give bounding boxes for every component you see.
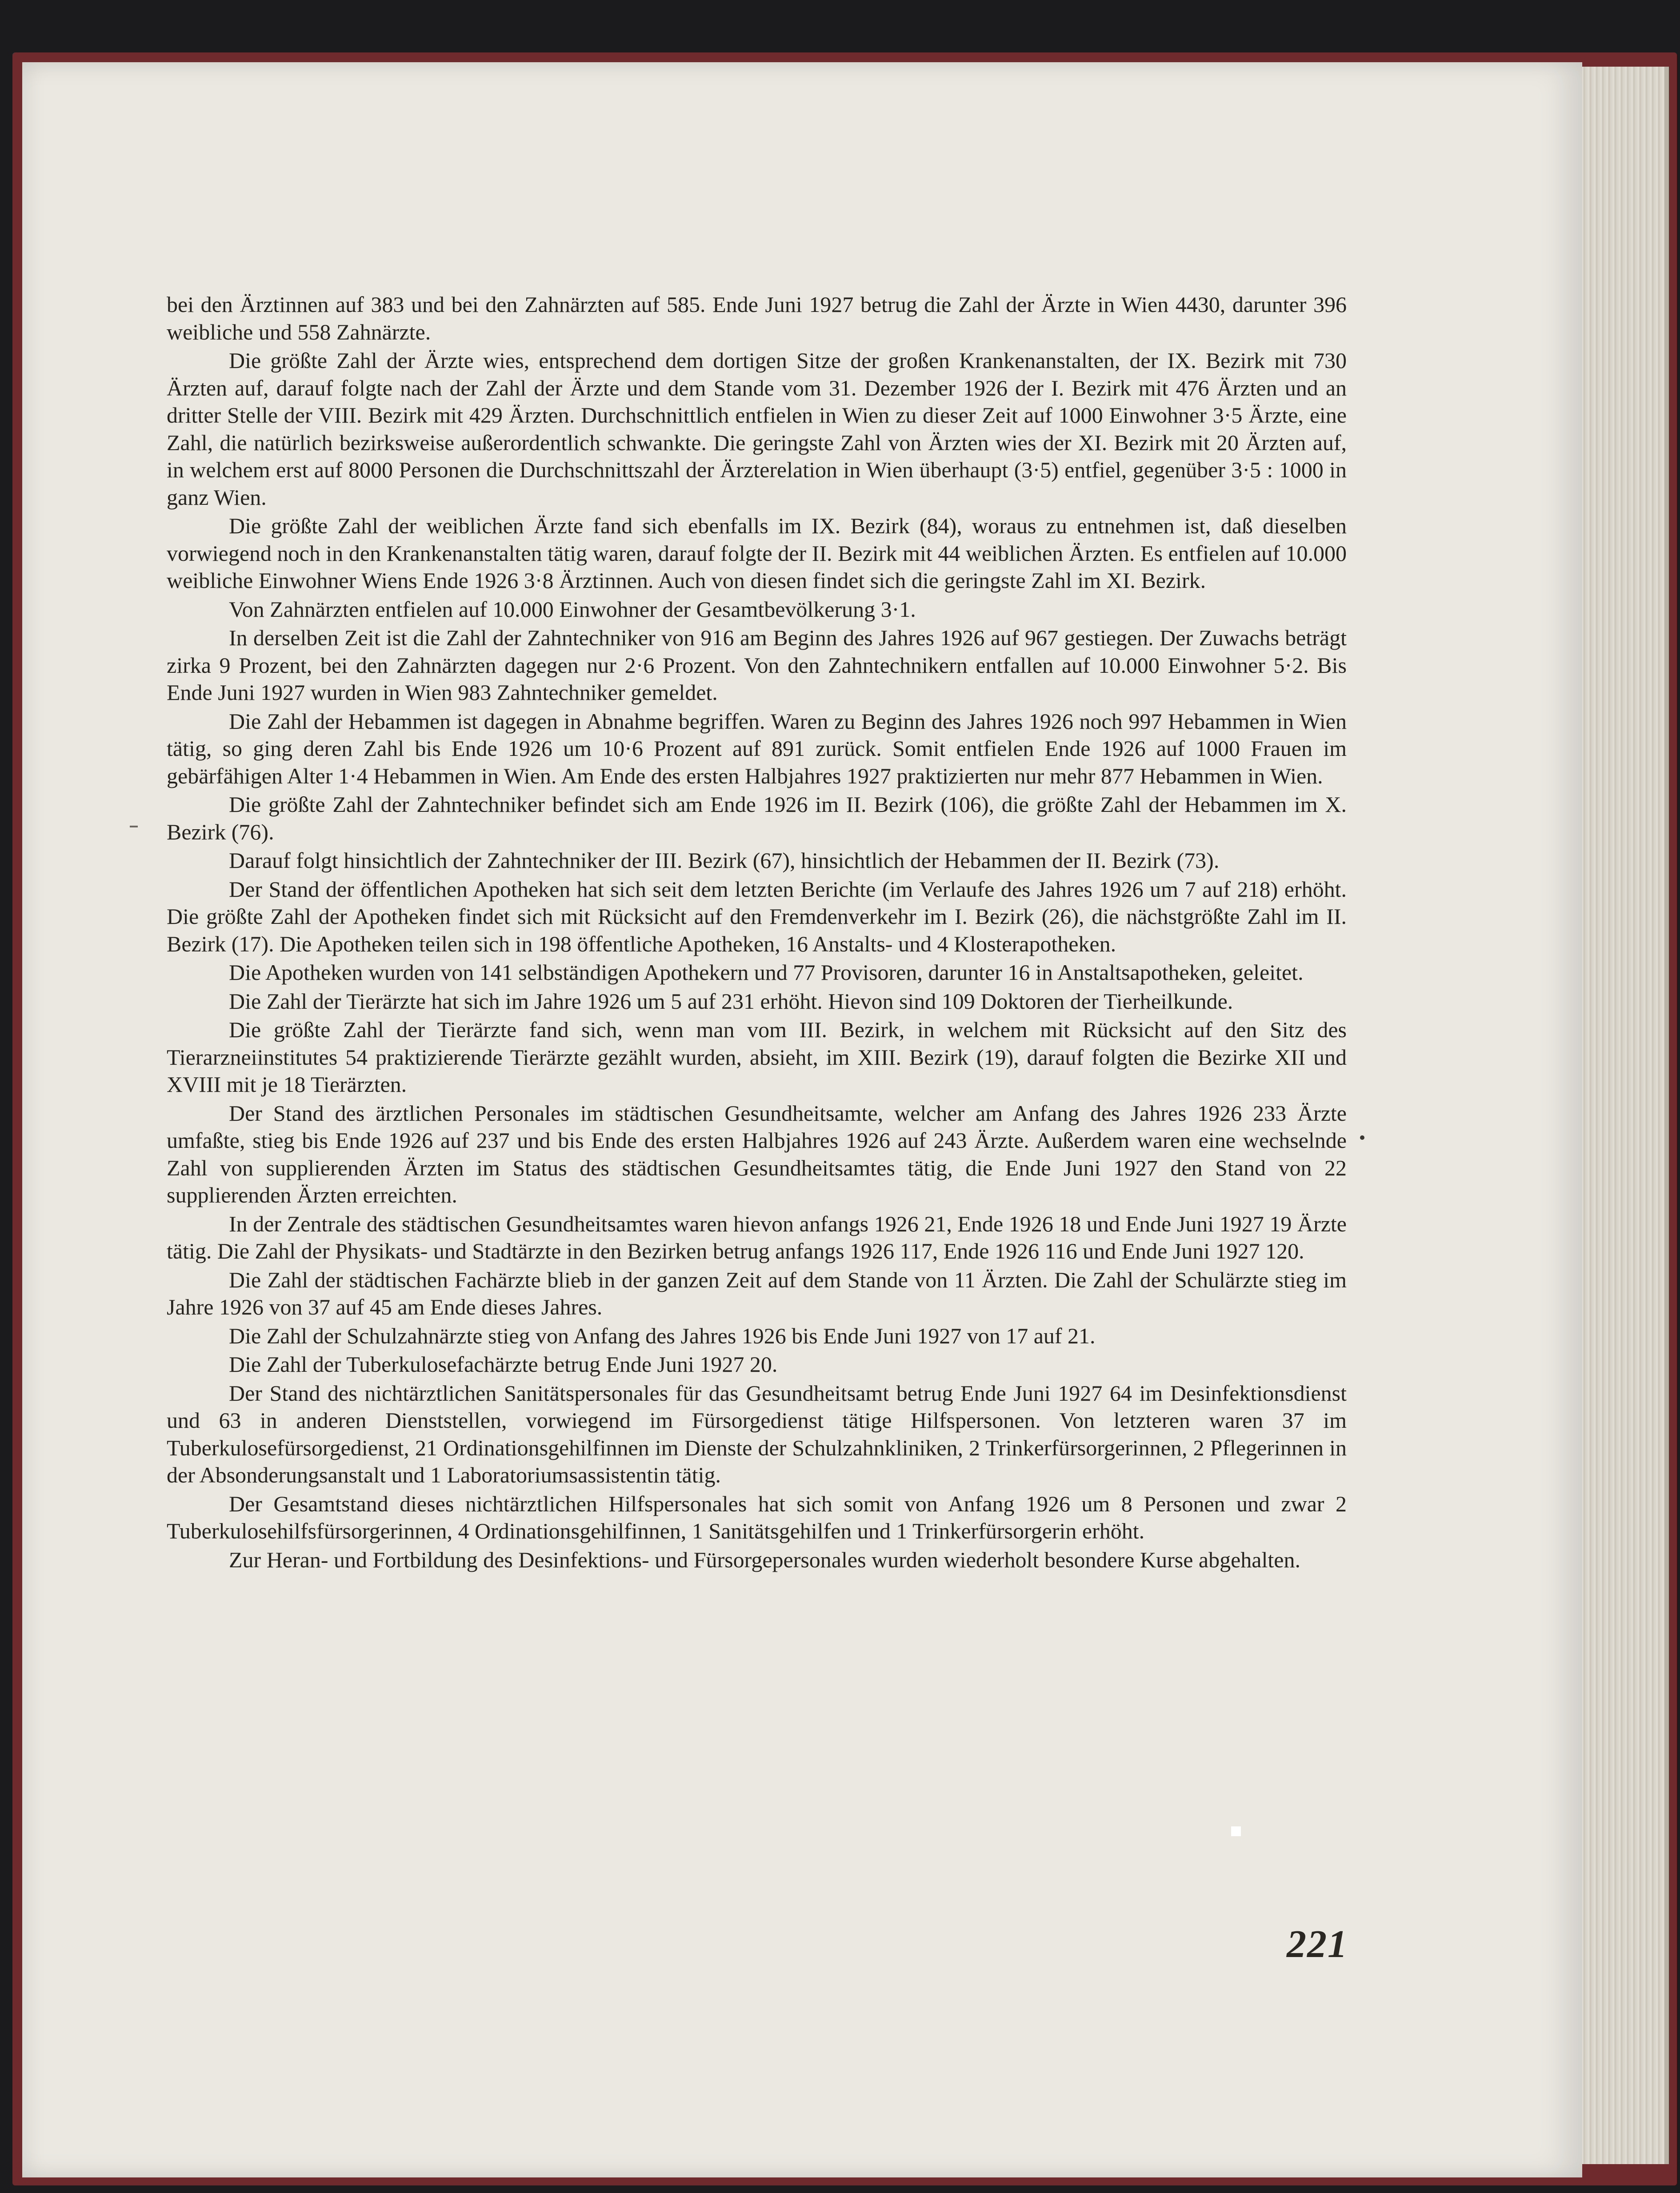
paragraph-13: Der Stand des ärztlichen Personales im städtischen Gesundheitsamte, welcher am Anfang des Jahres 1926 233 Ärzte umfaßte, stieg bis Ende 1926 auf 237 und bis Ende des ersten Halbjahres 1926 auf 243 Ärzte. Außerdem waren eine wechselnde Zahl von supplierenden Ärzten im Status des städtischen Gesundheitsamtes tätig, die Ende Juni 1927 den Stand von 22 supplierenden Ärzten erreichten. xyxy=(167,1100,1347,1207)
paragraph-7: Die größte Zahl der Zahntechniker befindet sich am Ende 1926 im II. Bezirk (106), die größte Zahl der Hebammen im X. Bezirk (76). xyxy=(167,792,1347,844)
paragraph-14: In der Zentrale des städtischen Gesundheitsamtes waren hievon anfangs 1926 21, Ende 1926 18 und Ende Juni 1927 19 Ärzte tätig. Die Zahl der Physikats- und Stadtärzte in den Bezirken betrug anfangs 1926 117, Ende 1926 116 und Ende Juni 1927 120. xyxy=(167,1211,1347,1263)
page-number: 221 xyxy=(1287,1923,1348,1966)
paragraph-9: Der Stand der öffentlichen Apotheken hat sich seit dem letzten Berichte (im Verlaufe des Jahres 1926 um 7 auf 218) erhöht. Die größte Zahl der Apotheken findet sich mit Rücksicht auf den Fremdenverkehr im I. Bezirk (26), die nächstgrößte Zahl im II. Bezirk (17). Die Apotheken teilen sich in 198 öffentliche Apotheken, 16 Anstalts- und 4 Klosterapotheken. xyxy=(167,876,1347,956)
paragraph-18: Der Stand des nichtärztlichen Sanitätspersonales für das Gesundheitsamt betrug Ende Juni 1927 64 im Desinfektionsdienst und 63 in anderen Dienststellen, vorwiegend im Fürsorgedienst tätige Hilfspersonen. Von letzteren waren 37 im Tuberkulosefürsorgedienst, 21 Ordinationsgehilfinnen im Dienste der Schulzahnkliniken, 2 Trinkerfürsorgerinnen, 2 Pflegerinnen in der Absonderungsanstalt und 1 Laboratoriumsassistentin tätig. xyxy=(167,1380,1347,1487)
paragraph-17: Die Zahl der Tuberkulosefachärzte betrug Ende Juni 1927 20. xyxy=(229,1352,778,1377)
paragraph-20: Zur Heran- und Fortbildung des Desinfektions- und Fürsorgepersonales wurden wiederholt besondere Kurse abgehalten. xyxy=(229,1547,1300,1572)
paragraph-11: Die Zahl der Tierärzte hat sich im Jahre 1926 um 5 auf 231 erhöht. Hievon sind 109 Doktoren der Tierheilkunde. xyxy=(229,988,1233,1014)
page-edges xyxy=(1580,67,1669,2164)
paragraph-4: Von Zahnärzten entfielen auf 10.000 Einwohner der Gesamtbevölkerung 3·1. xyxy=(229,596,916,622)
paragraph-19: Der Gesamtstand dieses nichtärztlichen Hilfspersonales hat sich somit von Anfang 1926 um 8 Personen und zwar 2 Tuberkulosehilfsfürsorgerinnen, 4 Ordinationsgehilfinnen, 1 Sanitätsgehilfen und 1 Trinkerfürsorgerin erhöht. xyxy=(167,1491,1347,1543)
body-text xyxy=(167,291,1347,1575)
paragraph-15: Die Zahl der städtischen Fachärzte blieb in der ganzen Zeit auf dem Stande von 11 Ärzten. Die Zahl der Schulärzte stieg im Jahre 1926 von 37 auf 45 am Ende dieses Jahres. xyxy=(167,1267,1347,1319)
book-page xyxy=(22,62,1582,2177)
paragraph-3: Die größte Zahl der weiblichen Ärzte fand sich ebenfalls im IX. Bezirk (84), woraus zu entnehmen ist, daß dieselben vorwiegend noch in den Krankenanstalten tätig waren, darauf folgte der II. Bezirk mit 44 weiblichen Ärzten. Es entfielen auf 10.000 weibliche Einwohner Wiens Ende 1926 3·8 Ärztinnen. Auch von diesen findet sich die geringste Zahl im XI. Bezirk. xyxy=(167,513,1347,593)
paragraph-16: Die Zahl der Schulzahnärzte stieg von Anfang des Jahres 1926 bis Ende Juni 1927 von 17 auf 21. xyxy=(229,1323,1096,1348)
paragraph-10: Die Apotheken wurden von 141 selbständigen Apothekern und 77 Provisoren, darunter 16 in Anstaltsapotheken, geleitet. xyxy=(229,960,1304,985)
paragraph-5: In derselben Zeit ist die Zahl der Zahntechniker von 916 am Beginn des Jahres 1926 auf 967 gestiegen. Der Zuwachs beträgt zirka 9 Prozent, bei den Zahnärzten dagegen nur 2·6 Prozent. Von den Zahntechnikern entfallen auf 10.000 Einwohner 5·2. Bis Ende Juni 1927 wurden in Wien 983 Zahntechniker gemeldet. xyxy=(167,625,1347,705)
paragraph-1: bei den Ärztinnen auf 383 und bei den Zahnärzten auf 585. Ende Juni 1927 betrug die Zahl der Ärzte in Wien 4430, darunter 396 weibliche und 558 Zahnärzte. xyxy=(167,292,1347,344)
speck-mark xyxy=(1360,1135,1364,1140)
paragraph-8: Darauf folgt hinsichtlich der Zahntechniker der III. Bezirk (67), hinsichtlich der Hebammen der II. Bezirk (73). xyxy=(229,848,1220,873)
scan-artifact xyxy=(1231,1826,1241,1836)
margin-mark xyxy=(130,826,138,827)
paragraph-2: Die größte Zahl der Ärzte wies, entsprechend dem dortigen Sitze der großen Krankenanstalten, der IX. Bezirk mit 730 Ärzten auf, darauf folgte nach der Zahl der Ärzte und dem Stande vom 31. Dezember 1926 der I. Bezirk mit 476 Ärzten und an dritter Stelle der VIII. Bezirk mit 429 Ärzten. Durchschnittlich entfielen in Wien zu dieser Zeit auf 1000 Einwohner 3·5 Ärzte, eine Zahl, die natürlich bezirksweise außerordentlich schwankte. Die geringste Zahl von Ärzten wies der XI. Bezirk mit 20 Ärzten auf, in welchem erst auf 8000 Personen die Durchschnittszahl der Ärzterelation in Wien überhaupt (3·5) entfiel, gegenüber 3·5 : 1000 in ganz Wien. xyxy=(167,348,1347,510)
paragraph-6: Die Zahl der Hebammen ist dagegen in Abnahme begriffen. Waren zu Beginn des Jahres 1926 noch 997 Hebammen in Wien tätig, so ging deren Zahl bis Ende 1926 um 10·6 Prozent auf 891 zurück. Somit entfielen Ende 1926 auf 1000 Frauen im gebärfähigen Alter 1·4 Hebammen in Wien. Am Ende des ersten Halbjahres 1927 praktizierten nur mehr 877 Hebammen in Wien. xyxy=(167,708,1347,788)
paragraph-12: Die größte Zahl der Tierärzte fand sich, wenn man vom III. Bezirk, in welchem mit Rücksicht auf den Sitz des Tierarzneiinstitutes 54 praktizierende Tierärzte gezählt wurden, absieht, im XIII. Bezirk (19), darauf folgten die Bezirke XII und XVIII mit je 18 Tierärzten. xyxy=(167,1017,1347,1097)
